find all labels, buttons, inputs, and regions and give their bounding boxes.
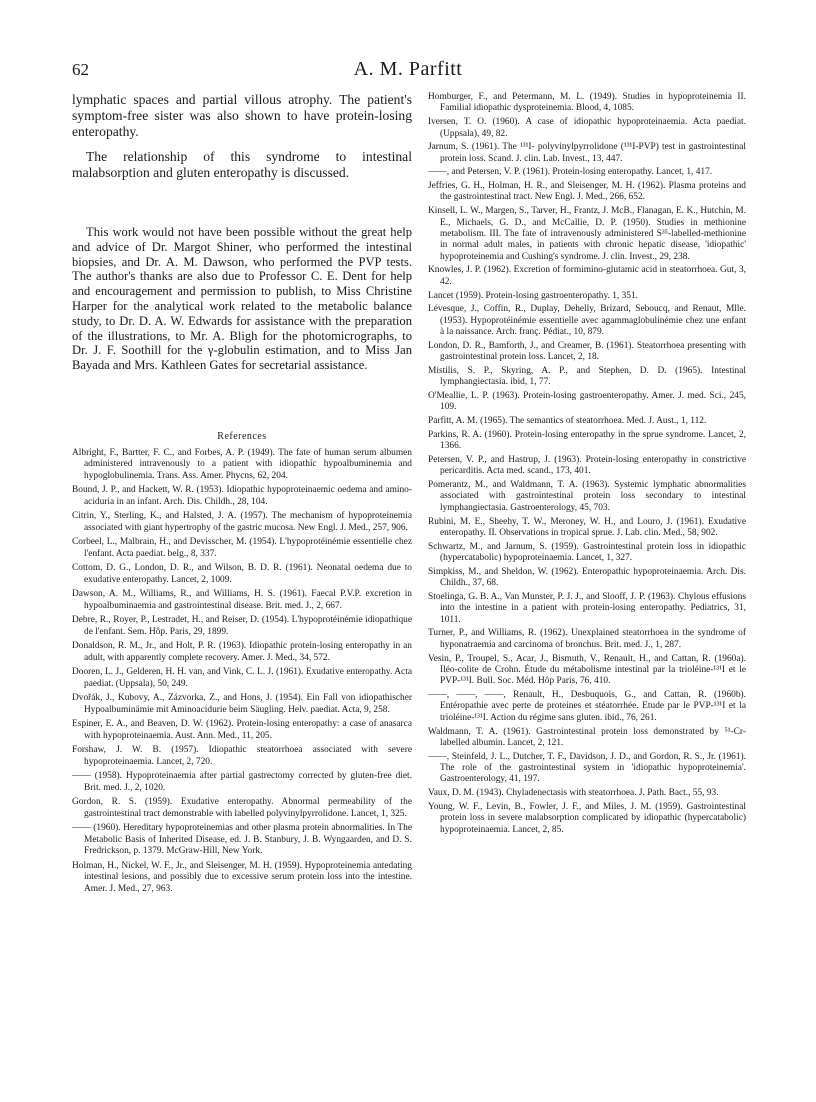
reference-entry: Citrin, Y., Sterling, K., and Halsted, J. A. (1957). The mechanism of hypoproteinemia associated with giant hypertrophy of the gastric mucosa. New Engl. J. Med., 257, 906. [72, 511, 412, 533]
reference-entry: Petersen, V. P., and Hastrup, J. (1963). Protein-losing enteropathy in constrictive pericarditis. Acta med. scand., 173, 401. [428, 454, 746, 477]
reference-entry: Espiner, E. A., and Beaven, D. W. (1962). Protein-losing enteropathy: a case of anasarca with hypoproteinaemia. Aust. Ann. Med., 11, 205. [72, 719, 412, 741]
reference-entry: Young, W. F., Levin, B., Fowler, J. F., and Miles, J. M. (1959). Gastrointestinal protein loss in severe malabsorption complicated by idiopathic (hypercatabolic) hypoproteinaemia. Lancet, 2, 85. [428, 801, 746, 835]
reference-entry: Iversen, T. O. (1960). A case of idiopathic hypoproteinaemia. Acta paediat. (Uppsala), 49, 82. [428, 117, 746, 139]
reference-entry: —— (1958). Hypoproteinaemia after partial gastrectomy corrected by gluten-free diet. Brit. med. J., 2, 1020. [72, 771, 412, 793]
body-paragraph-conclusion: The relationship of this syndrome to intestinal malabsorption and gluten enteropathy is discussed. [72, 148, 412, 180]
reference-entry: Cottom, D. G., London, D. R., and Wilson, B. D. R. (1961). Neonatal oedema due to exudative enteropathy. Lancet, 2, 1009. [72, 563, 412, 585]
reference-entry: Albright, F., Bartter, F. C., and Forbes, A. P. (1949). The fate of human serum albumen administered intravenously to a patient with idiopathic hypoalbuminemia and hypoglobulinemia. Trans. Ass. Amer. Phycns, 62, 204. [72, 447, 412, 481]
reference-entry: ——, Steinfeld, J. L., Dutcher, T. F., Davidson, J. D., and Gordon, R. S., Jr. (1961). The role of the gastrointestinal system in 'idiopathic hypoproteinemia'. Gastroenterology, 41, 197. [428, 751, 746, 785]
reference-entry: Dawson, A. M., Williams, R., and Williams, H. S. (1961). Faecal P.V.P. excretion in hypoalbuminaemia and gastrointestinal disease. Brit. med. J., 2, 667. [72, 589, 412, 611]
reference-entry: London, D. R., Bamforth, J., and Creamer, B. (1961). Steatorrhoea presenting with gastrointestinal protein loss. Lancet, 2, 18. [428, 340, 746, 363]
reference-entry: Simpkiss, M., and Sheldon, W. (1962). Enteropathic hypoproteinaemia. Arch. Dis. Childh., 37, 68. [428, 566, 746, 589]
reference-entry: Corbeel, L., Malbrain, H., and Devisscher, M. (1954). L'hypoprotéinémie essentielle chez l'enfant. Acta paediat. belg., 8, 337. [72, 537, 412, 559]
left-column [72, 92, 412, 898]
reference-entry: ——, and Petersen, V. P. (1961). Protein-losing enteropathy. Lancet, 1, 417. [428, 167, 713, 178]
reference-entry: Gordon, R. S. (1959). Exudative enteropathy. Abnormal permeability of the gastrointestinal tract demonstrable with labelled polyvinylpyrrolidone. Lancet, 1, 325. [72, 797, 412, 819]
reference-list-right [428, 92, 746, 836]
running-head: A. M. Parfitt [353, 58, 463, 80]
reference-entry: Parfitt, A. M. (1965). The semantics of steatorrhoea. Med. J. Aust., 1, 112. [428, 416, 707, 427]
reference-entry: Bound, J. P., and Hackett, W. R. (1953). Idiopathic hypoproteinaemic oedema and amino-aciduria in an infant. Arch. Dis. Childh., 28, 104. [72, 485, 412, 507]
acknowledgement-paragraph: This work would not have been possible without the great help and advice of Dr. Margot Shiner, who performed the intestinal biopsies, and Dr. A. M. Dawson, who performed the PVP tests. The author's thanks are also due to Professor C. E. Dent for help and encouragement and permission to publish, to Miss Christine Harper for the analytical work related to the metabolic balance study, to Dr. D. A. W. Edwards for assistance with the preparation of the illustrations, to Mr. A. Bligh for the photomicrographs, to Dr. J. F. Soothill for the γ-globulin estimation, and to Miss Jan Bayada and Mrs. Kathleen Gates for secretarial assistance. [72, 225, 412, 373]
reference-entry: Dvořák, J., Kubovy, A., Zázvorka, Z., and Hons, J. (1954). Ein Fall von idiopathischer Hypoalbuminämie mit Aminoacidurie beim Säugling. Helv. paediat. Acta, 9, 258. [72, 693, 412, 715]
reference-list-left [72, 448, 412, 895]
reference-entry: Rubini, M. E., Sheehy, T. W., Meroney, W. H., and Louro, J. (1961). Exudative enteropathy. II. Observations in tropical sprue. J. Lab. clin. Med., 58, 902. [428, 516, 746, 538]
reference-entry: Jarnum, S. (1961). The ¹³¹I- polyvinylpyrrolidone (¹³¹I-PVP) test in gastrointestinal protein loss. Scand. J. clin. Lab. Invest., 13, 447. [428, 142, 746, 164]
reference-entry: Knowles, J. P. (1962). Excretion of formimino-glutamic acid in steatorrhoea. Gut, 3, 42. [428, 265, 746, 287]
reference-entry: Schwartz, M., and Jarnum, S. (1959). Gastrointestinal protein loss in idiopathic (hypercatabolic) hypoproteinaemia. Lancet, 1, 327. [428, 541, 746, 564]
reference-entry: Jeffries, G. H., Holman, H. R., and Sleisenger, M. H. (1962). Plasma proteins and the gastrointestinal tract. New Engl. J. Med., 266, 652. [428, 181, 746, 203]
reference-entry: Holman, H., Nickel, W. F., Jr., and Sleisenger, M. H. (1959). Hypoproteinemia antedating intestinal lesions, and possibly due to excessive serum protein loss into the intestine. Amer. J. Med., 27, 963. [72, 860, 412, 894]
reference-entry: Homburger, F., and Petermann, M. L. (1949). Studies in hypoproteinemia II. Familial idiopathic dysproteinemia. Blood, 4, 1085. [428, 92, 746, 114]
reference-entry: Debre, R., Royer, P., Lestradet, H., and Reiser, D. (1954). L'hypoprotéinémie idiopathique de l'enfant. Sem. Hôp. Paris, 29, 1899. [72, 615, 412, 637]
reference-entry: Pomerantz, M., and Waldmann, T. A. (1963). Systemic lymphatic abnormalities associated with gastrointestinal protein loss secondary to intestinal lymphangiectasia. Gastroenterology, 45, 703. [428, 480, 746, 513]
reference-entry: Kinsell, L. W., Margen, S., Tarver, H., Frantz, J. McB., Flanagan, E. K., Hutchin, M. E., Michaels, G. D., and McCallie, D. P. (1950). Studies in methionine metabolism. III. The fate of intravenously administered S³⁵-labelled-methionine in normal adult males, in patients with chronic hepatic disease, 'idiopathic' hypoproteinemia and Cushing's syndrome. J. clin. Invest., 29, 238. [428, 206, 746, 262]
reference-entry: Lancet (1959). Protein-losing gastroenteropathy. 1, 351. [428, 290, 639, 301]
reference-entry: Lévesque, J., Coffin, R., Duplay, Dehelly, Brizard, Seboucq, and Renaut, Mlle. (1953). Hypoprotéinémie essentielle avec agammaglobulinémie chez une enfant à la naissance. Arch. franç. Pédiat., 10, 879. [428, 304, 746, 338]
reference-entry: —— (1960). Hereditary hypoproteinemias and other plasma protein abnormalities. In The Metabolic Basis of Inherited Disease, ed. J. B. Stanbury, J. B. Wyngaarden, and D. S. Fredrickson, p. 1379. McGraw-Hill, New York. [72, 823, 412, 857]
references-heading: References [217, 430, 267, 442]
body-paragraph-continued: lymphatic spaces and partial villous atrophy. The patient's symptom-free sister was also shown to have protein-losing enteropathy. [72, 92, 412, 140]
reference-entry: Stoelinga, G. B. A., Van Munster, P. J. J., and Slooff, J. P. (1963). Chylous effusions into the intestine in a patient with protein-losing enteropathy. Pediatrics, 31, 1011. [428, 591, 746, 625]
reference-entry: O'Meallie, L. P. (1963). Protein-losing gastroenteropathy. Amer. J. med. Sci., 245, 109. [428, 391, 746, 413]
page-header [72, 58, 744, 86]
reference-entry: Forshaw, J. W. B. (1957). Idiopathic steatorrhoea associated with severe hypoproteinaemia. Lancet, 2, 720. [72, 745, 412, 767]
reference-entry: ——, ——, ——, Renault, H., Desbuquois, G., and Cattan, R. (1960b). Entéropathie avec perte de proteines et stéatorrhée. Etude par le PVP-¹³¹I et la trioléine-¹³¹I. Action du régime sans gluten. ibid., 76, 261. [428, 690, 746, 723]
reference-entry: Dooren, L. J., Gelderen, H. H. van, and Vink, C. L. J. (1961). Exudative enteropathy. Acta paediat. (Uppsala), 50, 249. [72, 667, 412, 689]
reference-entry: Donaldson, R. M., Jr., and Holt, P. R. (1963). Idiopathic protein-losing enteropathy in an adult, with apparently complete recovery. Amer. J. Med., 34, 572. [72, 641, 412, 663]
reference-entry: Turner, P., and Williams, R. (1962). Unexplained steatorrhoea in the syndrome of hyponatraemia and carcinoma of bronchus. Brit. med. J., 1, 287. [428, 628, 746, 650]
reference-entry: Mistilis, S. P., Skyring, A. P., and Stephen, D. D. (1965). Intestinal lymphangiectasia. ibid, 1, 77. [428, 365, 746, 388]
page-number: 62 [72, 60, 89, 79]
reference-entry: Parkins, R. A. (1960). Protein-losing enteropathy in the sprue syndrome. Lancet, 2, 1366. [428, 429, 746, 452]
right-column [428, 92, 746, 838]
reference-entry: Vaux, D. M. (1943). Chyladenectasis with steatorrhoea. J. Path. Bact., 55, 93. [428, 788, 719, 799]
reference-entry: Waldmann, T. A. (1961). Gastrointestinal protein loss demonstrated by ⁵¹-Cr-labelled albumin. Lancet, 2, 121. [428, 726, 746, 748]
reference-entry: Vesin, P., Troupel, S., Acar, J., Bismuth, V., Renault, H., and Cattan, R. (1960a). Iléo-colite de Crohn. Étude du métabolisme intestinal par la trioléine-¹³¹I et le PVP-¹³¹I. Bull. Soc. Méd. Hôp Paris, 76, 410. [428, 653, 746, 687]
